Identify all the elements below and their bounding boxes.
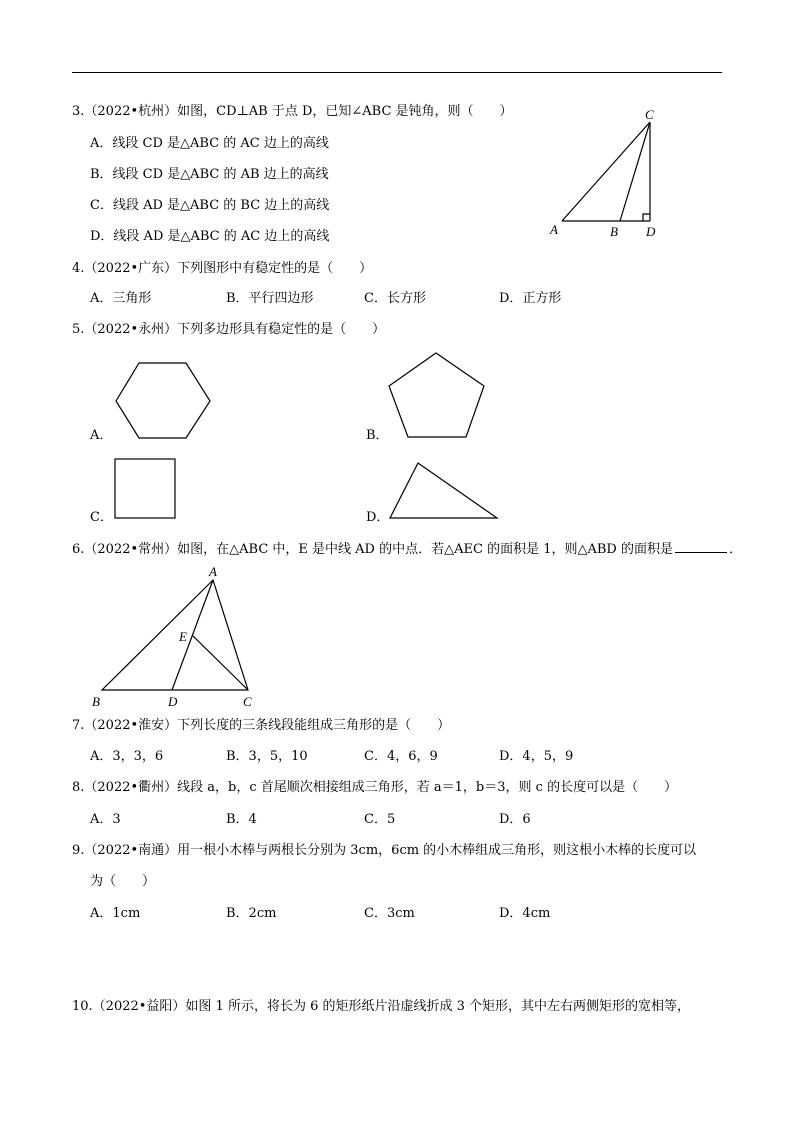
q3-line-ac [562,122,650,221]
q6-stem-text: 6.（2022•常州）如图，在△ABC 中，E 是中线 AD 的中点．若△AEC 的面积是 1，则△ABD 的面积是 [72,542,673,557]
q5-hexagon-figure [114,360,214,442]
q8-option-b: B．4 [226,812,257,827]
q3-label-a: A [550,222,558,237]
q8-option-a: A．3 [90,812,121,827]
q9-option-d: D．4cm [499,906,551,921]
q4-option-c: C．长方形 [364,291,426,306]
q3-option-c: C．线段 AD 是△ABC 的 BC 边上的高线 [90,198,330,213]
q9-stem-line2: 为（ ） [90,874,156,889]
q6-label-b: B [92,694,100,709]
q3-stem: 3.（2022•杭州）如图，CD⊥AB 于点 D，已知∠ABC 是钝角，则（ ） [72,104,513,119]
q3-option-b: B．线段 CD 是△ABC 的 AB 边上的高线 [90,167,329,182]
q5-label-c: C． [90,510,113,525]
q7-option-d: D．4，5，9 [499,749,574,764]
pentagon-shape [389,353,484,437]
q6-stem [72,540,742,558]
q6-label-c: C [243,694,252,709]
q8-option-c: C．5 [364,812,396,827]
q4-option-d: D．正方形 [499,291,562,306]
q8-stem: 8.（2022•衢州）线段 a，b，c 首尾顺次相接组成三角形，若 a＝1，b＝3，则 c 的长度可以是（ ） [72,780,678,795]
q7-option-a: A．3，3，6 [90,749,164,764]
q5-label-b: B． [366,428,389,443]
q6-label-e: E [179,629,187,644]
q4-option-b: B．平行四边形 [226,291,314,306]
square-shape [115,459,175,518]
q3-triangle-figure [540,100,670,245]
q3-label-d: D [646,224,656,239]
q6-label-d: D [168,694,178,709]
hexagon-shape [116,363,210,438]
q6-label-a: A [209,564,217,579]
q5-label-a: A． [90,428,113,443]
q3-label-b: B [610,224,618,239]
q5-stem: 5.（2022•永州）下列多边形具有稳定性的是（ ） [72,322,386,337]
q5-square-figure [114,457,178,521]
q5-pentagon-figure [386,350,490,442]
triangle-shape [390,463,497,518]
q7-option-c: C．4，6，9 [364,749,438,764]
q5-triangle-figure [388,460,500,522]
q3-label-c: C [645,107,654,122]
q6-triangle-abc [102,580,248,690]
q3-line-bc [620,122,650,221]
q5-label-d: D． [366,510,390,525]
header-rule [72,72,722,73]
q6-triangle-figure [88,562,263,712]
q7-stem: 7.（2022•淮安）下列长度的三条线段能组成三角形的是（ ） [72,718,451,733]
q4-stem: 4.（2022•广东）下列图形中有稳定性的是（ ） [72,261,373,276]
q9-option-c: C．3cm [364,906,415,921]
q9-option-b: B．2cm [226,906,277,921]
q6-stem-end: ． [728,542,742,557]
q9-option-a: A．1cm [90,906,141,921]
q4-option-a: A．三角形 [90,291,152,306]
q3-right-angle-mark [643,214,650,221]
q3-option-d: D．线段 AD 是△ABC 的 AC 边上的高线 [90,229,330,244]
q6-answer-blank [675,540,727,553]
q9-stem-line1: 9.（2022•南通）用一根小木棒与两根长分别为 3cm，6cm 的小木棒组成三角形，则这根小木棒的长度可以 [72,843,697,858]
q8-option-d: D．6 [499,812,531,827]
q3-option-a: A．线段 CD 是△ABC 的 AC 边上的高线 [90,136,329,151]
q7-option-b: B．3，5，10 [226,749,308,764]
q10-stem: 10.（2022•益阳）如图 1 所示，将长为 6 的矩形纸片沿虚线折成 3 个矩形，其中左右两侧矩形的宽相等， [72,999,691,1014]
